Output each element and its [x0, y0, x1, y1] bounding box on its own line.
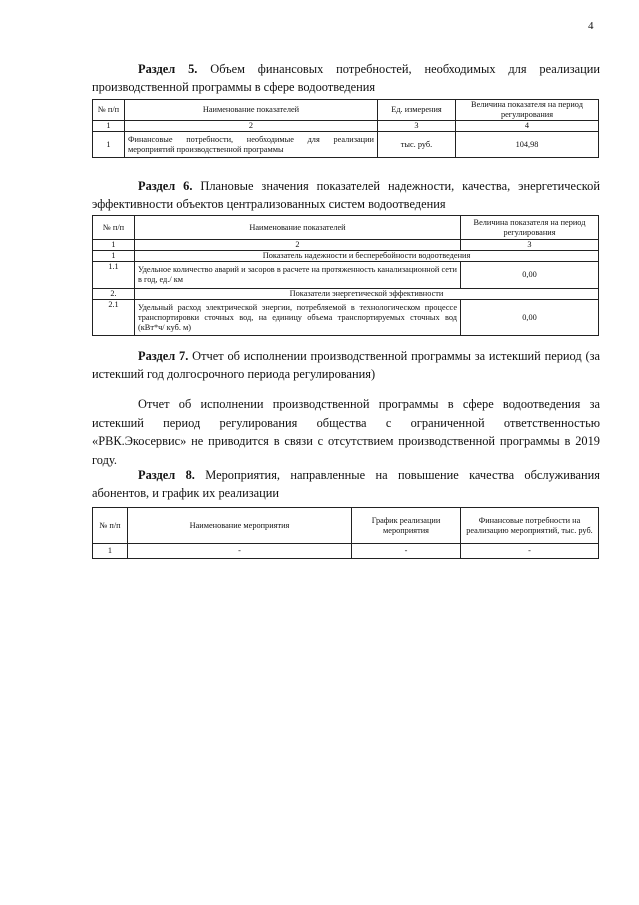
section8-title-label: Раздел 8.	[138, 468, 195, 482]
table-header-row	[93, 216, 599, 240]
section6-title-text: Плановые значения показателей надежности, качества, энергетической эффективности объектов централизованных систем водоотведения	[92, 179, 600, 211]
header-value: Величина показателя на период регулирования	[461, 216, 599, 240]
header-name: Наименование показателей	[125, 100, 378, 121]
table-header-row	[93, 508, 599, 544]
row-name: Финансовые потребности, необходимые для реализации мероприятий производственной программы	[125, 132, 378, 158]
section8-table	[92, 507, 599, 559]
header-name: Наименование показателей	[135, 216, 461, 240]
header-no: № п/п	[93, 508, 128, 544]
group-row	[93, 251, 599, 262]
section6-title-label: Раздел 6.	[138, 179, 193, 193]
section5-table	[92, 99, 599, 158]
row-no: 2.1	[93, 300, 135, 336]
header-no: № п/п	[93, 100, 125, 121]
row-finance: -	[461, 544, 599, 559]
numbering-cell: 2	[135, 240, 461, 251]
header-name: Наименование мероприятия	[128, 508, 352, 544]
numbering-cell: 3	[461, 240, 599, 251]
row-schedule: -	[352, 544, 461, 559]
section7-title	[92, 347, 600, 383]
numbering-cell: 1	[93, 240, 135, 251]
header-unit: Ед. измерения	[378, 100, 456, 121]
numbering-cell: 2	[125, 121, 378, 132]
group-row	[93, 289, 599, 300]
numbering-cell: 4	[456, 121, 599, 132]
row-unit: тыс. руб.	[378, 132, 456, 158]
section5-title-text: Объем финансовых потребностей, необходимых для реализации производственной программы в сфере водоотведения	[92, 62, 600, 94]
numbering-cell: 1	[93, 121, 125, 132]
table-row	[93, 132, 599, 158]
header-value: Величина показателя на период регулирования	[456, 100, 599, 121]
numbering-cell: 3	[378, 121, 456, 132]
table-row	[93, 544, 599, 559]
row-value: 104,98	[456, 132, 599, 158]
header-no: № п/п	[93, 216, 135, 240]
section7-title-label: Раздел 7.	[138, 349, 189, 363]
page-number: 4	[588, 20, 594, 32]
row-name: Удельное количество аварий и засоров в расчете на протяженность канализационной сети в год, ед./ км	[135, 262, 461, 289]
row-value: 0,00	[461, 262, 599, 289]
row-no: 1.1	[93, 262, 135, 289]
table-header-row	[93, 100, 599, 121]
row-name: Удельный расход электрической энергии, потребляемой в технологическом процессе транспортировки сточных вод, на единицу объема транспортируемых сточных вод (кВт*ч/ куб. м)	[135, 300, 461, 336]
row-no: 1	[93, 132, 125, 158]
section8-title-text: Мероприятия, направленные на повышение качества обслуживания абонентов, и график их реализации	[92, 468, 600, 500]
section7-paragraph: Отчет об исполнении производственной программы в сфере водоотведения за истекший период регулирования общества с ограниченной ответственностью «РВК.Экосервис» не приводится в связи с отсутствием производственной программы в 2019 году.	[92, 397, 600, 467]
group-title: Показатель надежности и бесперебойности водоотведения	[135, 251, 599, 262]
header-finance: Финансовые потребности на реализацию мероприятий, тыс. руб.	[461, 508, 599, 544]
numbering-row	[93, 240, 599, 251]
row-no: 1	[93, 544, 128, 559]
section8-title	[92, 466, 600, 502]
group-no: 1	[93, 251, 135, 262]
table-row	[93, 262, 599, 289]
header-schedule: График реализации мероприятия	[352, 508, 461, 544]
row-name: -	[128, 544, 352, 559]
numbering-row	[93, 121, 599, 132]
section6-table	[92, 215, 599, 336]
group-title: Показатели энергетической эффективности	[135, 289, 599, 300]
table-row	[93, 300, 599, 336]
section5-title-label: Раздел 5.	[138, 62, 198, 76]
section6-title	[92, 177, 600, 213]
section7-title-text: Отчет об исполнении производственной программы за истекший период (за истекший год долгосрочного периода регулирования)	[92, 349, 600, 381]
section5-title	[92, 60, 600, 96]
row-value: 0,00	[461, 300, 599, 336]
group-no: 2.	[93, 289, 135, 300]
